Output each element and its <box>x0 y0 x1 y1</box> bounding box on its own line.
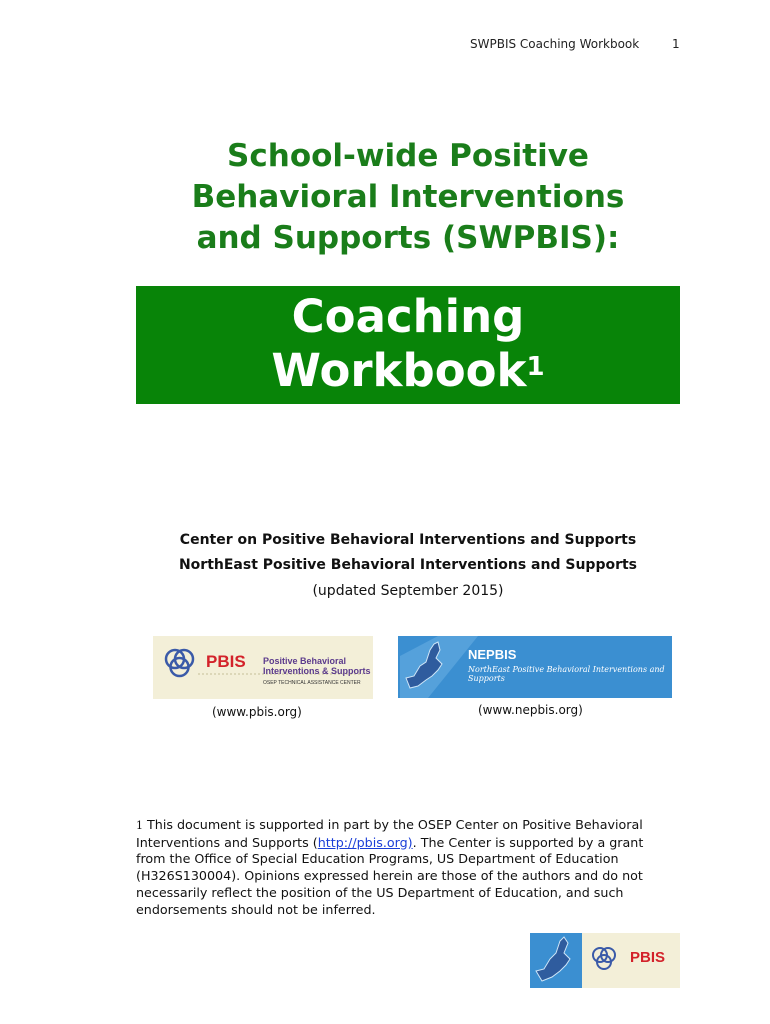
footnote-mark: 1 <box>136 819 143 832</box>
title-line-2: Behavioral Interventions <box>191 179 625 215</box>
pbis-sub-1: Positive Behavioral <box>263 656 347 666</box>
footnote-text-a: This document is supported in part by the OSEP Center on Positive Behavioral Interventions and Supports ( <box>136 817 643 850</box>
page-number: 1 <box>672 37 680 51</box>
document-title <box>0 136 770 259</box>
pbis-tag: OSEP TECHNICAL ASSISTANCE CENTER <box>263 680 361 686</box>
bottom-logo <box>530 933 680 988</box>
nepbis-name: NEPBIS <box>468 647 517 662</box>
title-line-3: and Supports (SWPBIS): <box>196 220 620 256</box>
pbis-url[interactable]: (www.pbis.org) <box>212 705 302 719</box>
title-line-1: School-wide Positive <box>227 138 589 174</box>
pbis-name: PBIS <box>206 652 246 671</box>
footnote-text-b: . The Center is supported by a grant from the Office of Special Education Programs, US Department of Education (H326S130004). Opinions expressed herein are those of the authors and do not necessarily reflect the position of the US Department of Education, and such endorsements should not be inferred. <box>136 834 644 917</box>
footnote-ref[interactable]: 1 <box>526 352 545 382</box>
bottom-pbis-name: PBIS <box>630 949 666 966</box>
nepbis-logo <box>398 636 672 698</box>
banner-line-2 <box>136 344 680 398</box>
pbis-logo <box>153 636 373 699</box>
banner-word: Workbook <box>271 344 527 397</box>
banner-line-1: Coaching <box>291 290 525 343</box>
center-line-1: Center on Positive Behavioral Interventions and Supports <box>179 532 637 548</box>
nepbis-sub: NorthEast Positive Behavioral Interventions and Supports <box>468 665 665 683</box>
center-line-2: NorthEast Positive Behavioral Interventions and Supports <box>178 557 638 573</box>
running-header <box>470 37 680 51</box>
header-title: SWPBIS Coaching Workbook <box>470 37 640 51</box>
coaching-workbook-banner <box>136 286 680 404</box>
updated-date: (updated September 2015) <box>312 583 504 599</box>
pbis-link[interactable]: http://pbis.org) <box>317 834 413 850</box>
nepbis-url[interactable]: (www.nepbis.org) <box>478 703 583 717</box>
pbis-sub-2: Interventions & Supports <box>263 666 371 676</box>
footnote <box>136 817 656 918</box>
